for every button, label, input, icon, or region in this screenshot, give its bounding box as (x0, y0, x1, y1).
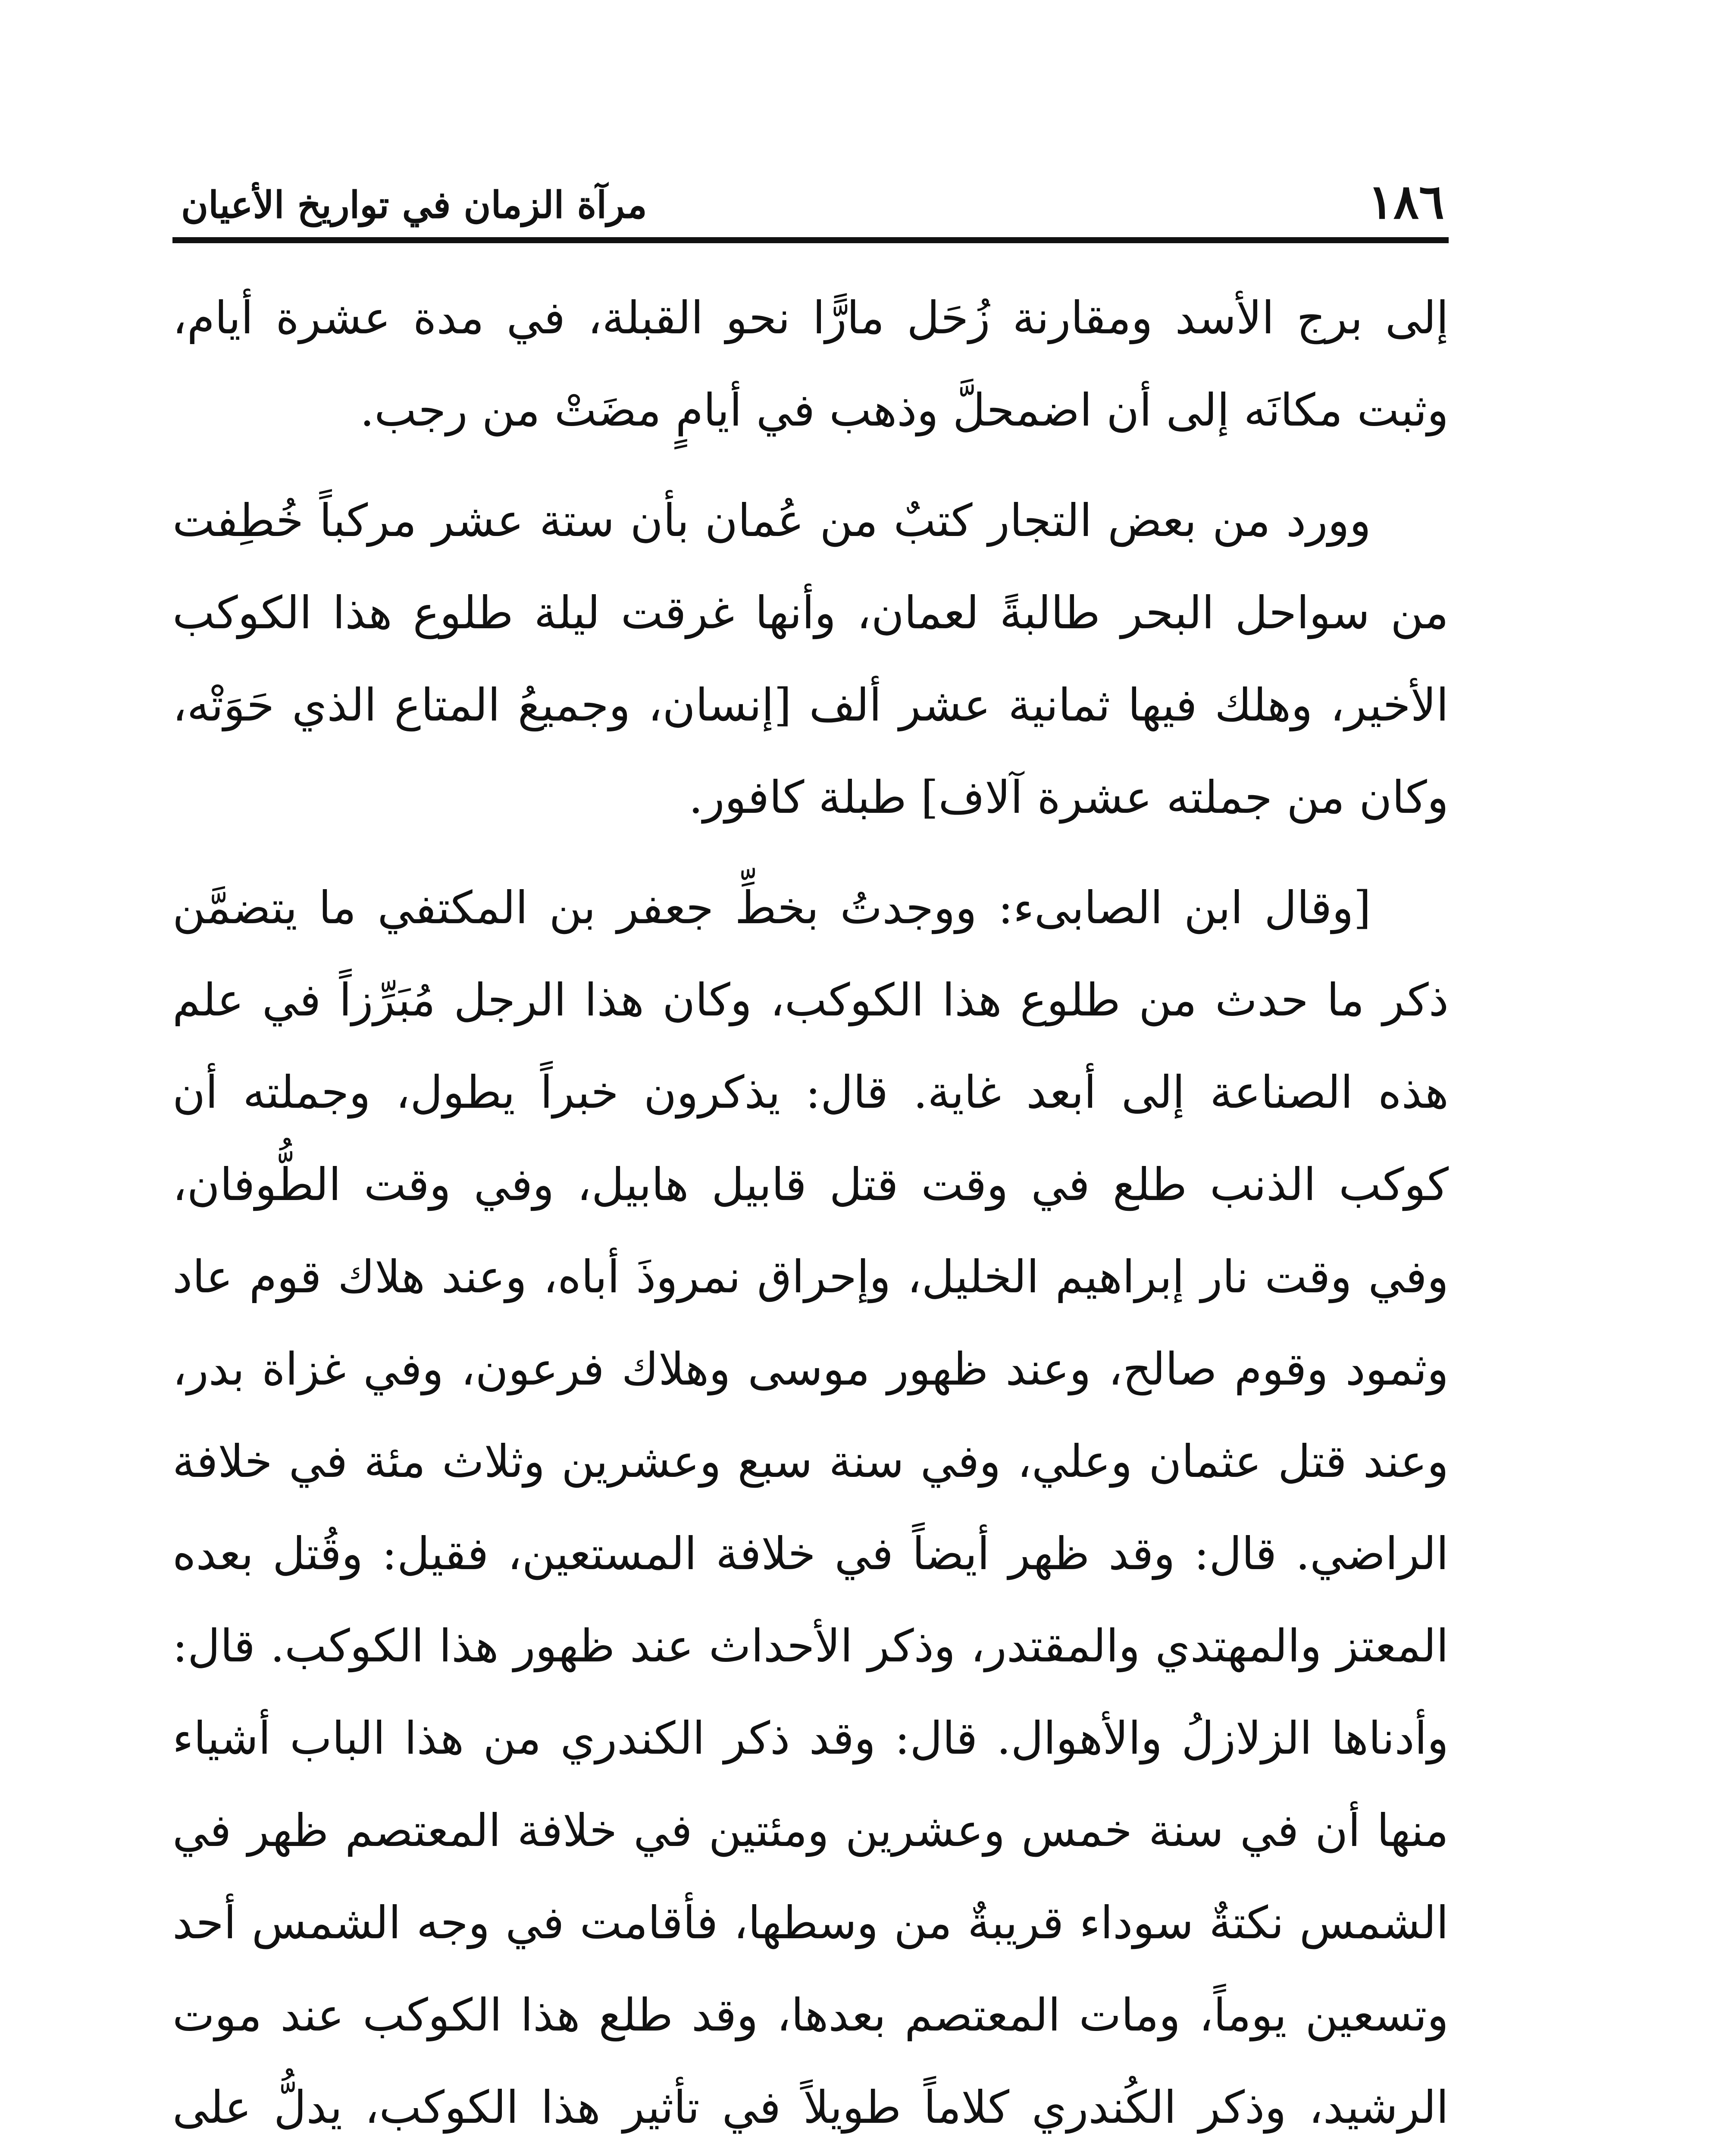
paragraph-3: [وقال ابن الصابىء: ووجدتُ بخطِّ جعفر بن المكتفي ما يتضمَّن ذكر ما حدث من طلوع هذا الكوكب، وكان هذا الرجل مُبَرِّزاً في علم هذه الصناعة إلى أبعد غاية. قال: يذكرون خبراً يطول، وجملته أن كوكب الذنب طلع في وقت قتل قابيل هابيل، وفي وقت الطُّوفان، وفي وقت نار إبراهيم الخليل، وإحراق نمروذَ أباه، وعند هلاك قوم عاد وثمود وقوم صالح، وعند ظهور موسى وهلاك فرعون، وفي غزاة بدر، وعند قتل عثمان وعلي، وفي سنة سبع وعشرين وثلاث مئة في خلافة الراضي. قال: وقد ظهر أيضاً في خلافة المستعين، فقيل: وقُتل بعده المعتز والمهتدي والمقتدر، وذكر الأحداث عند ظهور هذا الكوكب. قال: وأدناها الزلازلُ والأهوال. قال: وقد ذكر الكندري من هذا الباب أشياء منها أن في سنة خمس وعشرين ومئتين في خلافة المعتصم ظهر في الشمس نكتةٌ سوداء قريبةٌ من وسطها، فأقامت في وجه الشمس أحد وتسعين يوماً، ومات المعتصم بعدها، وقد طلع هذا الكوكب عند موت الرشيد، وذكر الكُندري كلاماً طويلاً في تأثير هذا الكوكب، يدلُّ على (172, 881, 1449, 2134)
running-title: مرآة الزمان في تواريخ الأعيان (181, 183, 647, 227)
paragraph-1: إلى برج الأسد ومقارنة زُحَل مارًّا نحو القبلة، في مدة عشرة أيام، وثبت مكانَه إلى أن اضمحلَّ وذهب في أيامٍ مضَتْ من رجب. (172, 291, 1449, 436)
paragraph-2: وورد من بعض التجار كتبٌ من عُمان بأن ستة عشر مركباً خُطِفت من سواحل البحر طالبةً لعمان، وأنها غرقت ليلة طلوع هذا الكوكب الأخير، وهلك فيها ثمانية عشر ألف [إنسان، وجميعُ المتاع الذي حَوَتْه، وكان من جملته عشرة آلاف] طبلة كافور. (172, 494, 1449, 824)
page-number: ١٨٦ (1368, 174, 1444, 229)
page-header (172, 164, 1449, 243)
page-body (172, 272, 1449, 2156)
book-page (172, 164, 1722, 2156)
